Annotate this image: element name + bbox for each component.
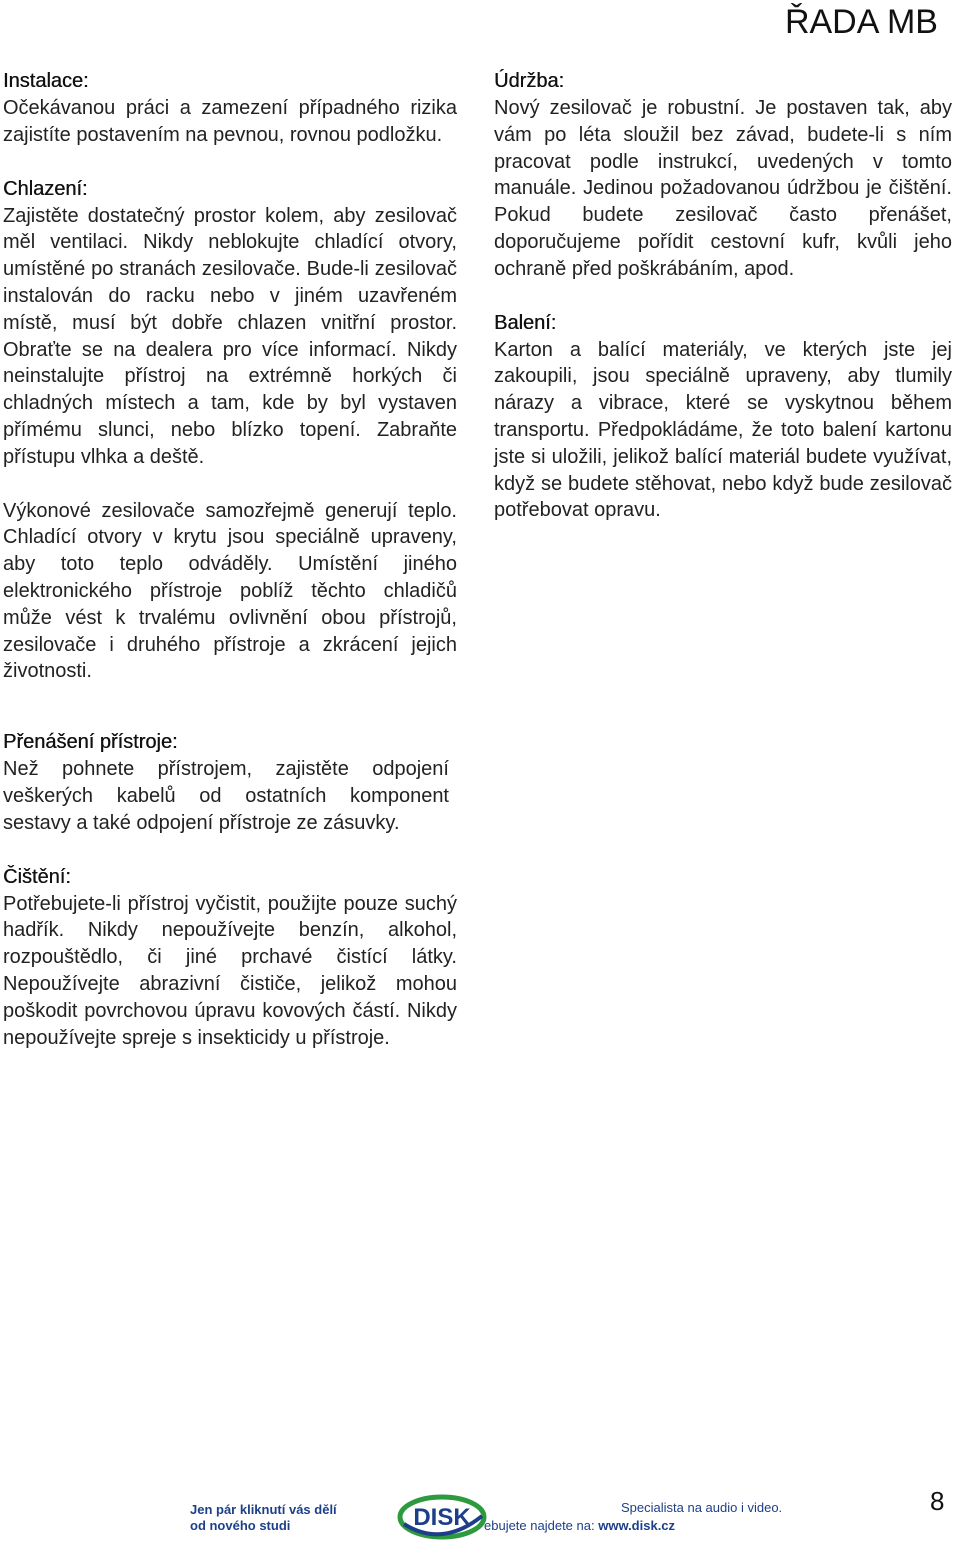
footer-slogan-line: od nového studi — [190, 1518, 291, 1533]
section-heading: Přenášení přístroje: — [3, 731, 178, 754]
footer-slogan-line: Jen pár kliknutí vás dělí — [190, 1502, 337, 1517]
section-text: Zajistěte dostatečný prostor kolem, aby zesilovač měl ventilaci. Nikdy neblokujte chladící otvory, umístěné po stranách zesilovače. Bude-li zesilovač instalován do racku nebo v jiném uzavřeném místě, musí být dobře chlazen vnitřní prostor. Obraťte se na dealera pro více informací. Nikdy neinstalujte přístroj na extrémně horkých či chladných místech a tam, kde by byl vystaven přímému slunci, nebo blízko topení. Zabraňte přístupu vlhka a deště. — [3, 204, 457, 468]
section-instalace — [3, 68, 457, 149]
footer-tagline: Specialista na audio i video. — [621, 1500, 783, 1515]
section-heading: Instalace: — [3, 70, 89, 92]
disk-logo — [396, 1490, 488, 1542]
footer-website-label: ebujete najdete na: — [484, 1518, 599, 1533]
section-text: Očekávanou práci a zamezení případného rizika zajistíte postavením na pevnou, rovnou podložku. — [3, 97, 457, 146]
section-text: Karton a balící materiály, ve kterých jste jej zakoupili, jsou speciálně upraveny, aby tlumily nárazy a vibrace, které se vyskytnou během transportu. Předpokládáme, že toto balení kartonu jste si uložili, jelikož balící materiál budete využívat, když se budete stěhovat, nebo když bude zesilovač potřebovat opravu. — [494, 338, 952, 522]
section-text: Výkonové zesilovače samozřejmě generují teplo. Chladící otvory v krytu jsou speciálně upraveny, aby toto teplo odváděly. Umístění jiného elektronického přístroje poblíž těchto chladičů může vést k trvalému ovlivnění obou přístrojů, zesilovače i druhého přístroje a zkrácení jejich životnosti. — [3, 499, 457, 683]
page-title: ŘADA MB — [784, 3, 938, 41]
logo-text: DISK — [413, 1504, 471, 1531]
section-heading: Balení: — [494, 311, 557, 334]
section-chlazeni — [3, 176, 457, 686]
section-text: Nový zesilovač je robustní. Je postaven tak, aby vám po léta sloužil bez závad, budete-li s ním pracovat podle instrukcí, uvedených v tomto manuále. Jedinou požadovanou údržbou je čištění. Pokud budete zesilovač často přenášet, doporučujeme pořídit cestovní kufr, kvůli jeho ochraně před poškrábáním, apod. — [494, 97, 952, 280]
footer-website-link[interactable]: www.disk.cz — [598, 1518, 676, 1533]
right-column — [494, 68, 952, 524]
footer — [0, 1476, 960, 1548]
section-baleni — [494, 310, 952, 525]
section-cisteni — [3, 864, 457, 1052]
section-prenaseni — [3, 729, 457, 836]
left-column — [3, 68, 457, 1051]
footer-website-text — [484, 1518, 675, 1533]
section-heading: Údržba: — [494, 70, 565, 92]
section-heading: Čištění: — [3, 865, 71, 888]
section-heading: Chlazení: — [3, 177, 88, 200]
section-text: Než pohnete přístrojem, zajistěte odpojení veškerých kabelů od ostatních komponent sestavy a také odpojení přístroje ze zásuvky. — [3, 758, 449, 834]
section-udrzba — [494, 68, 952, 283]
section-text: Potřebujete-li přístroj vyčistit, použijte pouze suchý hadřík. Nikdy nepoužívejte benzín, alkohol, rozpouštědlo, či jiné prchavé čistící látky. Nepoužívejte abrazivní čističe, jelikož mohou poškodit povrchovou úpravu kovových částí. Nikdy nepoužívejte spreje s insekticidy u přístroje. — [3, 892, 457, 1049]
page-number: 8 — [930, 1486, 945, 1516]
